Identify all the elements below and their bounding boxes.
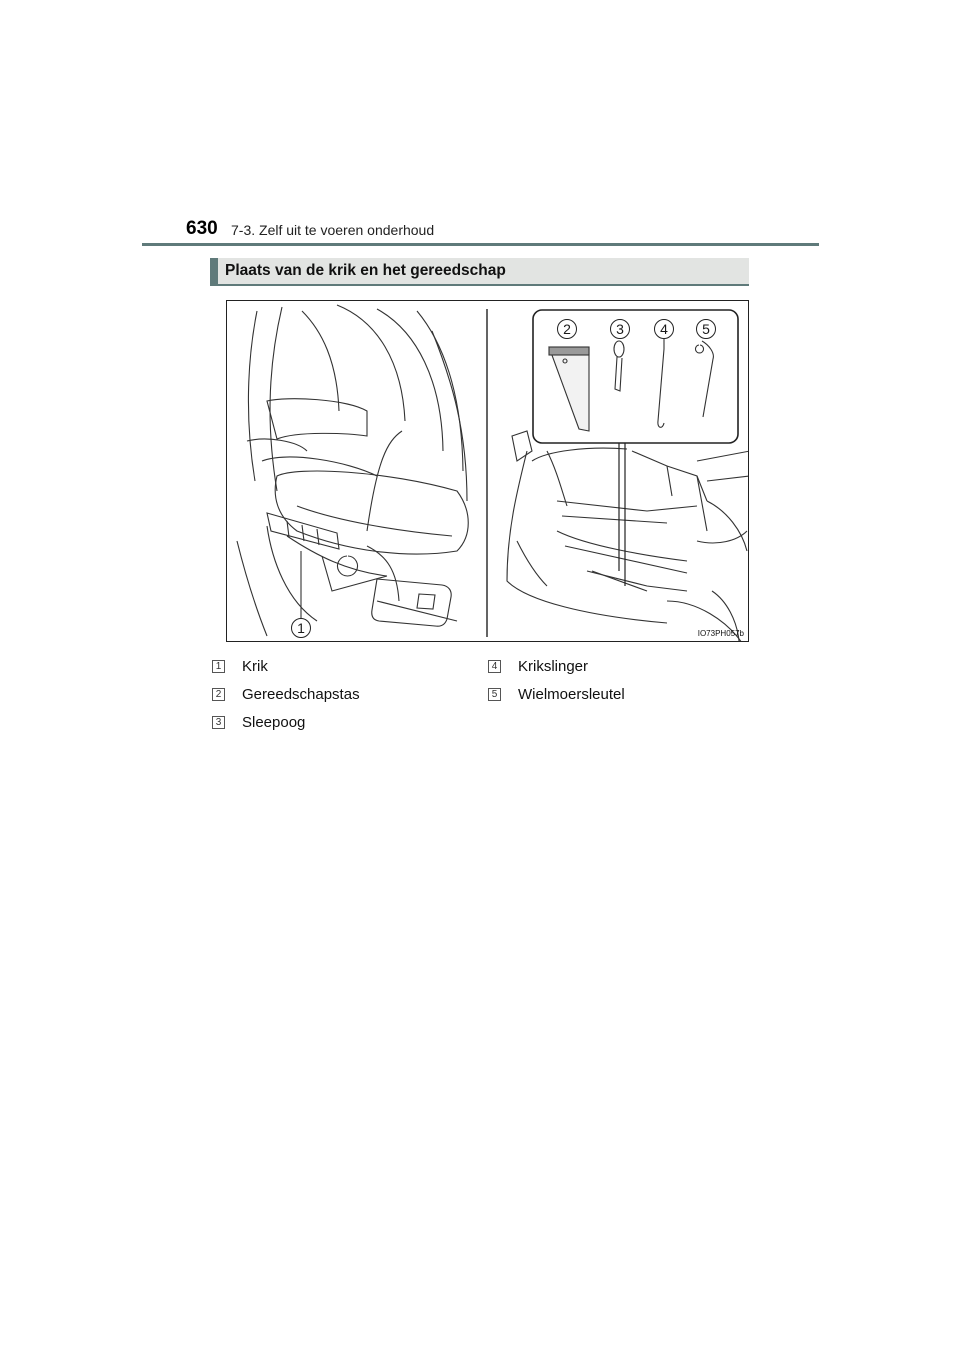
illustration-drawing [227,301,749,642]
section-title: Plaats van de krik en het gereedschap [225,262,506,279]
illustration [226,300,749,642]
callout-4 [654,319,674,339]
figure-code: IO73PH057b [697,629,744,638]
legend-label: Gereedschapstas [242,685,360,703]
legend-item [212,656,268,676]
header-rule [142,243,819,246]
legend-item [212,684,360,704]
section-heading [210,258,749,286]
callout-2-label: 2 [563,321,571,337]
callout-5-label: 5 [702,321,710,337]
legend-label: Wielmoersleutel [518,685,625,703]
legend-item [488,656,588,676]
legend-item [212,712,305,732]
legend-label: Sleepoog [242,713,306,731]
page-number: 630 [186,218,218,239]
chapter-title: 7-3. Zelf uit te voeren onderhoud [231,222,435,238]
legend-number: 1 [212,660,225,673]
legend-number: 2 [212,688,225,701]
legend-number: 3 [212,716,225,729]
section-accent [210,258,218,286]
legend-label: Krik [242,657,268,675]
legend-number: 4 [488,660,501,673]
callout-1-label: 1 [297,620,305,636]
callout-3-label: 3 [616,321,624,337]
legend-item [488,684,625,704]
callout-1 [291,618,311,638]
callout-5 [696,319,716,339]
legend-label: Krikslinger [518,657,589,675]
legend-number: 5 [488,688,501,701]
callout-4-label: 4 [660,321,668,337]
callout-3 [610,319,630,339]
callout-2 [557,319,577,339]
